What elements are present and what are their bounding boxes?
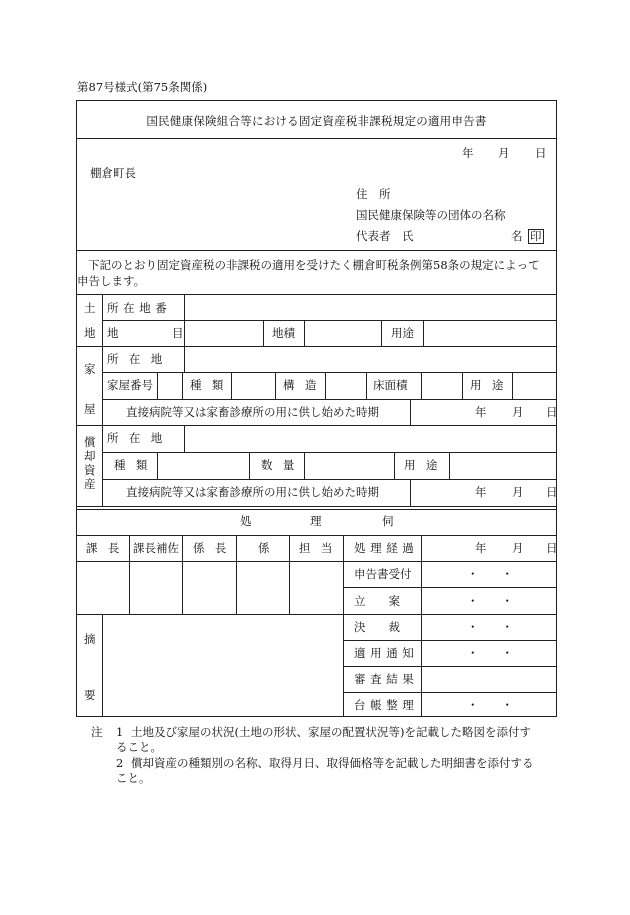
process-label: 処理経過 bbox=[354, 541, 419, 555]
asset-head-3: 資 bbox=[84, 463, 96, 477]
date-year: 年 bbox=[462, 146, 474, 160]
house-kind-label: 種類 bbox=[190, 378, 234, 392]
process-month: 月 bbox=[512, 541, 524, 555]
house-head-top: 家 bbox=[84, 362, 96, 376]
chief-label: 課長 bbox=[86, 541, 130, 555]
house-location-label: 所在地 bbox=[107, 352, 173, 366]
step-ledger-dots: ・ ・ bbox=[467, 698, 513, 712]
date-month: 月 bbox=[498, 146, 510, 160]
processing-header-2: 理 bbox=[310, 514, 322, 528]
processing-header-3: 伺 bbox=[382, 514, 394, 528]
step-received-label: 申告書受付 bbox=[354, 567, 412, 581]
step-notified-label: 適用通知 bbox=[354, 646, 419, 660]
land-category-label-2: 目 bbox=[172, 326, 184, 340]
section-chief-label: 係長 bbox=[193, 541, 237, 555]
house-number-label: 家屋番号 bbox=[107, 378, 153, 392]
asset-location-label: 所在地 bbox=[107, 431, 173, 445]
house-start-month: 月 bbox=[512, 405, 524, 419]
seal-text: 印 bbox=[530, 229, 542, 243]
step-notified-dots: ・ ・ bbox=[467, 646, 513, 660]
addressee: 棚倉町長 bbox=[90, 166, 136, 180]
asset-head-4: 産 bbox=[84, 477, 96, 491]
house-floor-area-label: 床面積 bbox=[373, 378, 408, 392]
note-2-line-2: こと。 bbox=[116, 771, 151, 785]
step-approved-dots: ・ ・ bbox=[467, 620, 513, 634]
notes-head: 注 bbox=[91, 725, 103, 739]
applicant-rep-label: 代表者 氏 bbox=[356, 229, 414, 243]
asset-start-time-label: 直接病院等又は家畜診療所の用に供し始めた時期 bbox=[126, 485, 379, 499]
step-review-label: 審査結果 bbox=[354, 672, 419, 686]
declaration-line-1: 下記のとおり固定資産税の非課税の適用を受けたく棚倉町税条例第58条の規定によって bbox=[88, 258, 540, 272]
asset-use-label: 用途 bbox=[404, 458, 448, 472]
house-start-day: 日 bbox=[546, 405, 558, 419]
house-start-year: 年 bbox=[475, 405, 487, 419]
note-2-number: 2 bbox=[116, 756, 124, 770]
processing-header-1: 処 bbox=[240, 514, 252, 528]
applicant-name-label: 名 bbox=[511, 229, 523, 243]
note-2-line-1: 償却資産の種類別の名称、取得月日、取得価格等を記載した明細書を添付する bbox=[131, 756, 534, 770]
land-location-label: 所在地番 bbox=[107, 301, 172, 315]
assistant-label: 課長補佐 bbox=[133, 541, 179, 555]
house-use-label: 用途 bbox=[470, 378, 514, 392]
land-category-label-1: 地 bbox=[107, 326, 119, 340]
note-1-line-2: ること。 bbox=[116, 740, 162, 754]
step-drafted-dots: ・ ・ bbox=[467, 594, 513, 608]
remarks-head-top: 摘 bbox=[84, 632, 96, 646]
declaration-line-2: 申告します。 bbox=[77, 274, 146, 288]
staff-label: 係 bbox=[258, 541, 270, 555]
house-head-bottom: 屋 bbox=[84, 402, 96, 416]
applicant-org-label: 国民健康保険等の団体の名称 bbox=[356, 208, 506, 222]
form-number: 第87号様式(第75条関係) bbox=[77, 80, 208, 94]
land-head-top: 土 bbox=[84, 301, 96, 315]
asset-kind-label: 種類 bbox=[114, 458, 158, 472]
process-day: 日 bbox=[546, 541, 558, 555]
house-start-time-label: 直接病院等又は家畜診療所の用に供し始めた時期 bbox=[126, 405, 379, 419]
remarks-head-bottom: 要 bbox=[84, 688, 96, 702]
land-use-label: 用途 bbox=[391, 326, 414, 340]
land-head-bottom: 地 bbox=[84, 326, 96, 340]
in-charge-label: 担当 bbox=[299, 541, 343, 555]
note-1-number: 1 bbox=[116, 725, 124, 739]
applicant-address-label: 住 所 bbox=[356, 187, 391, 201]
form-title: 国民健康保険組合等における固定資産税非課税規定の適用申告書 bbox=[146, 114, 487, 128]
asset-head-1: 償 bbox=[84, 435, 96, 449]
step-received-dots: ・ ・ bbox=[467, 567, 513, 581]
step-approved-label: 決 裁 bbox=[354, 620, 400, 634]
step-drafted-label: 立 案 bbox=[354, 594, 400, 608]
asset-start-month: 月 bbox=[512, 485, 524, 499]
asset-quantity-label: 数量 bbox=[261, 458, 305, 472]
asset-start-day: 日 bbox=[546, 485, 558, 499]
step-ledger-label: 台帳整理 bbox=[354, 698, 419, 712]
note-1-line-1: 土地及び家屋の状況(土地の形状、家屋の配置状況等)を記載した略図を添付す bbox=[131, 725, 531, 739]
seal-mark bbox=[528, 229, 544, 244]
house-structure-label: 構造 bbox=[283, 378, 327, 392]
process-year: 年 bbox=[475, 541, 487, 555]
date-day: 日 bbox=[535, 146, 547, 160]
asset-start-year: 年 bbox=[475, 485, 487, 499]
land-area-label: 地積 bbox=[272, 326, 295, 340]
asset-head-2: 却 bbox=[84, 449, 96, 463]
